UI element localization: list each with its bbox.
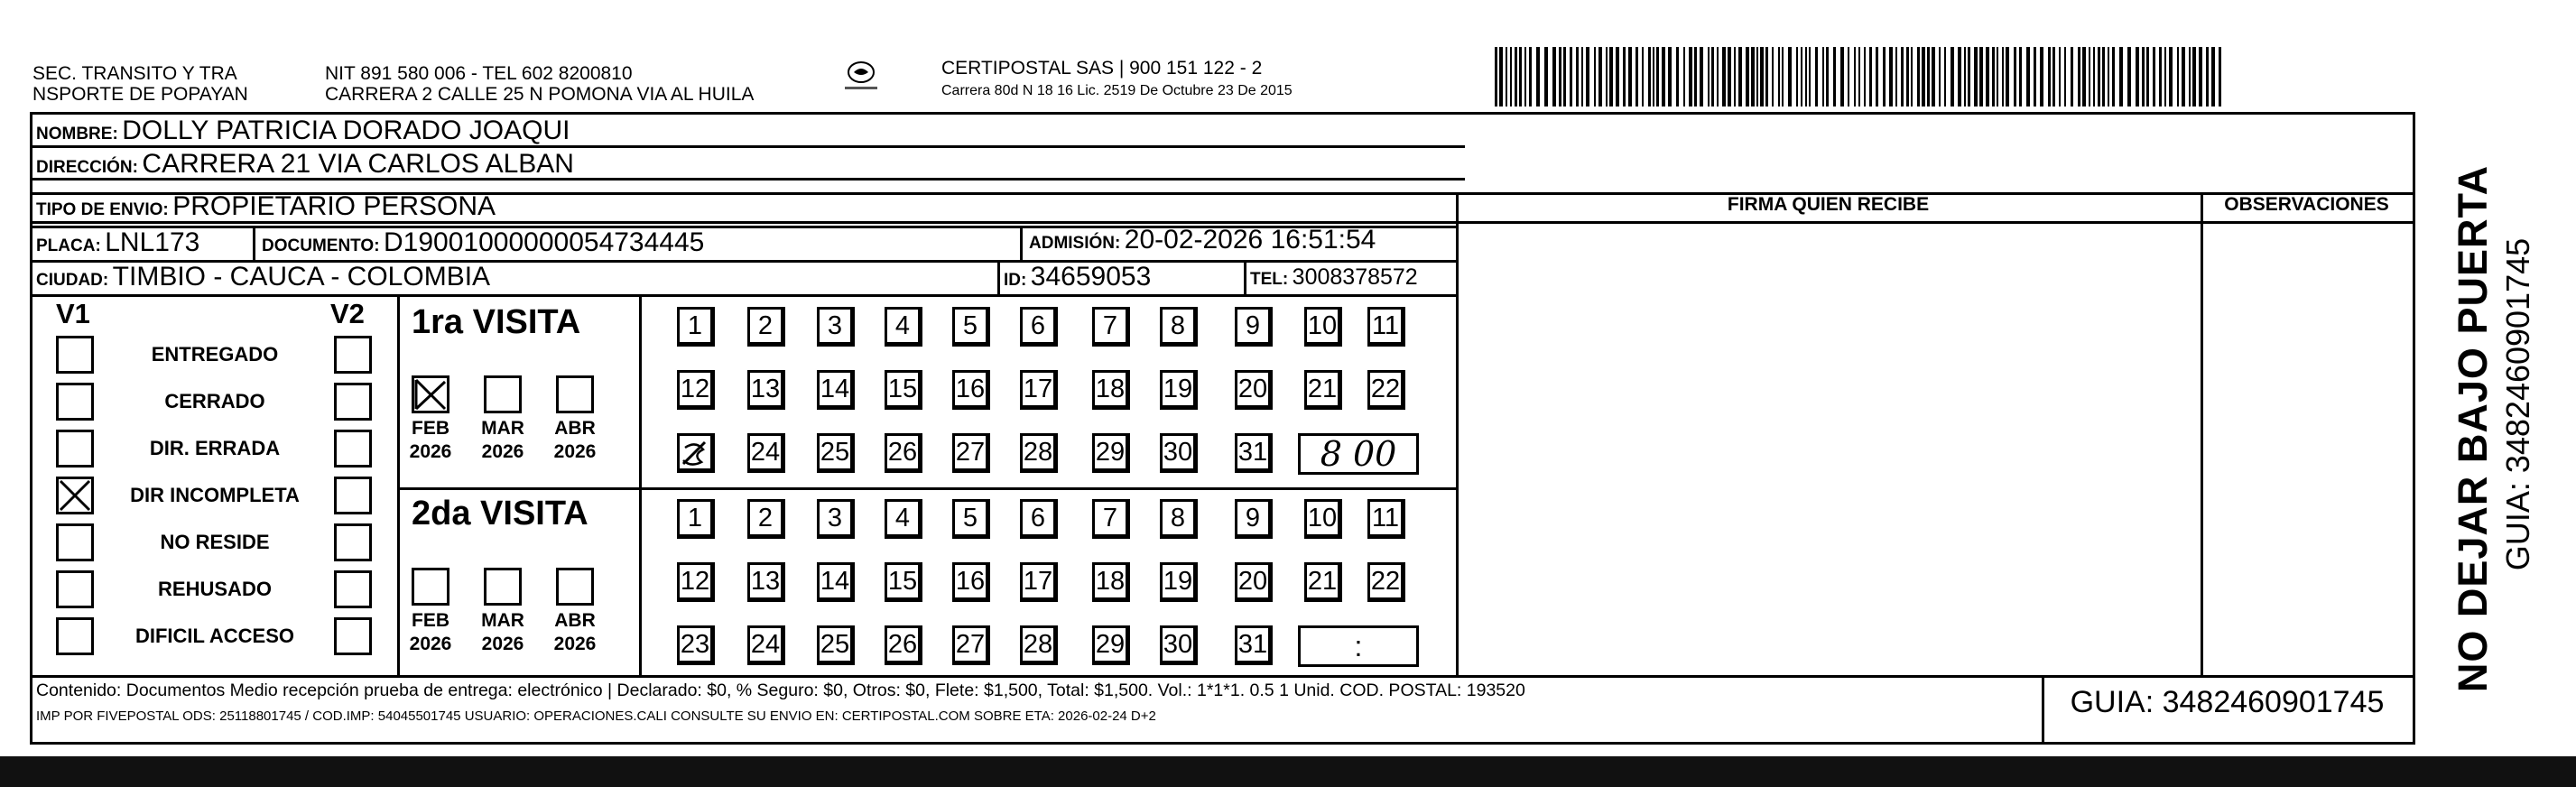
day-box[interactable]: 9 xyxy=(1235,499,1273,539)
visit2-title: 2da VISITA xyxy=(412,495,588,532)
barcode-bar xyxy=(2108,47,2109,106)
row-line xyxy=(30,294,1456,297)
day-box[interactable]: 7 xyxy=(1092,499,1130,539)
month-year: 2026 xyxy=(481,634,524,654)
barcode-bar xyxy=(1586,47,1589,106)
barcode-bar xyxy=(1826,47,1829,106)
barcode-bar xyxy=(1864,47,1866,106)
barcode-bar xyxy=(1628,47,1632,106)
barcode-bar xyxy=(1958,47,1961,106)
barcode-bar xyxy=(1552,47,1556,106)
col-line xyxy=(1020,226,1023,260)
barcode-bar xyxy=(1653,47,1654,106)
placa-label: PLACA: xyxy=(36,236,101,255)
col-line xyxy=(2201,192,2203,675)
status-v1-checkbox[interactable] xyxy=(56,430,94,468)
documento-value: D19001000000054734445 xyxy=(384,227,705,257)
side-warning: NO DEJAR BAJO PUERTA xyxy=(2450,164,2496,693)
month-checkbox[interactable] xyxy=(556,375,594,413)
nombre-row xyxy=(36,116,570,146)
barcode-bar xyxy=(1689,47,1692,106)
barcode-bar xyxy=(1594,47,1596,106)
barcode-bar xyxy=(1544,47,1548,106)
barcode-bar xyxy=(2102,47,2105,106)
v1-label: V1 xyxy=(56,298,90,329)
barcode-bar xyxy=(1782,47,1784,106)
barcode-bar xyxy=(1822,47,1824,106)
day-box[interactable]: 12 xyxy=(677,370,715,410)
barcode-bar xyxy=(1536,47,1540,106)
status-v1-checkbox[interactable] xyxy=(56,336,94,374)
barcode-bar xyxy=(2119,47,2123,106)
day-box[interactable]: 21 xyxy=(1304,370,1342,410)
month-label xyxy=(476,417,530,464)
documento-label: DOCUMENTO: xyxy=(262,236,380,255)
visit-separator xyxy=(397,487,1459,490)
day-box[interactable]: 16 xyxy=(952,370,990,410)
barcode-bar xyxy=(1858,47,1860,106)
barcode-bar xyxy=(1711,47,1714,106)
day-box[interactable]: 4 xyxy=(885,499,922,539)
barcode-bar xyxy=(2211,47,2215,106)
barcode-bar xyxy=(1927,47,1930,106)
day-box[interactable]: 9 xyxy=(1235,307,1273,347)
month-name: MAR xyxy=(481,418,524,439)
direccion-label: DIRECCIÓN: xyxy=(36,158,138,177)
barcode-bar xyxy=(1951,47,1954,106)
observaciones-label: OBSERVACIONES xyxy=(2224,194,2389,215)
frame-right xyxy=(2413,112,2415,745)
barcode-bar xyxy=(1722,47,1726,106)
barcode-bar xyxy=(2048,47,2051,106)
barcode-bar xyxy=(1683,47,1685,106)
barcode-bar xyxy=(1515,47,1517,106)
barcode-bar xyxy=(1746,47,1749,106)
tipo-envio-label: TIPO DE ENVIO: xyxy=(36,200,169,219)
day-box[interactable]: 30 xyxy=(1160,433,1198,473)
day-box[interactable]: 6 xyxy=(1020,307,1058,347)
status-v2-checkbox[interactable] xyxy=(334,383,372,421)
visit-time-box[interactable]: 8 00 xyxy=(1298,433,1419,475)
barcode-bar xyxy=(1974,47,1978,106)
barcode-bar xyxy=(2071,47,2073,106)
col-line xyxy=(253,226,255,260)
barcode-bar xyxy=(1932,47,1935,106)
footer-contenido: Contenido: Documentos Medio recepción prueba de entrega: electrónico | Declarado: $0, % Seguro: $0, Otros: $0, Flete: $1,500, Total: $1,500. Vol.: 1*1*1. 0.5 1 Unid. COD. POSTAL: 193520 xyxy=(36,681,1525,700)
barcode-bar xyxy=(1889,47,1893,106)
day-box[interactable]: 15 xyxy=(885,370,922,410)
month-year: 2026 xyxy=(553,634,597,654)
day-box[interactable]: 21 xyxy=(1304,562,1342,602)
day-box[interactable]: 31 xyxy=(1235,625,1273,665)
barcode-bar xyxy=(1992,47,1995,106)
barcode-bar xyxy=(1662,47,1665,106)
month-year: 2026 xyxy=(481,441,524,462)
status-v2-checkbox[interactable] xyxy=(334,430,372,468)
barcode-bar xyxy=(2093,47,2095,106)
barcode-bar xyxy=(2219,47,2221,106)
month-label xyxy=(403,609,458,656)
barcode-bar xyxy=(1623,47,1626,106)
barcode-bar xyxy=(1854,47,1856,106)
barcode-bar xyxy=(2019,47,2022,106)
barcode-bar xyxy=(1499,47,1503,106)
day-box[interactable]: 10 xyxy=(1304,307,1342,347)
status-label: DIR. ERRADA xyxy=(149,437,281,459)
barcode-bar xyxy=(2192,47,2196,106)
day-box[interactable]: 7 xyxy=(1092,307,1130,347)
month-label xyxy=(548,609,602,656)
barcode-bar xyxy=(2052,47,2055,106)
barcode-bar xyxy=(1778,47,1780,106)
barcode-bar xyxy=(1986,47,1989,106)
barcode-bar xyxy=(1922,47,1925,106)
tel-value: 3008378572 xyxy=(1292,264,1418,290)
barcode-bar xyxy=(1968,47,1970,106)
barcode-bar xyxy=(1911,47,1913,106)
barcode-bar xyxy=(2159,47,2162,106)
barcode-bar xyxy=(1895,47,1897,106)
day-box[interactable]: 8 xyxy=(1160,499,1198,539)
day-box[interactable]: 26 xyxy=(885,433,922,473)
day-box[interactable]: 23 xyxy=(677,625,715,665)
barcode-bar xyxy=(1728,47,1731,106)
status-label: NO RESIDE xyxy=(160,531,270,553)
tipo-envio-row xyxy=(36,191,496,222)
barcode-bar xyxy=(1809,47,1811,106)
day-box[interactable]: 29 xyxy=(1092,433,1130,473)
day-box[interactable]: 14 xyxy=(817,562,855,602)
day-box[interactable]: 20 xyxy=(1235,562,1273,602)
day-box[interactable]: 28 xyxy=(1020,433,1058,473)
nombre-label: NOMBRE: xyxy=(36,125,118,144)
barcode-bar xyxy=(1524,47,1526,106)
status-divider xyxy=(397,294,400,675)
admision-label: ADMISIÓN: xyxy=(1029,234,1121,253)
direccion-row xyxy=(36,149,574,180)
id-value: 34659053 xyxy=(1030,262,1152,292)
firma-label: FIRMA QUIEN RECIBE xyxy=(1727,194,1930,215)
nombre-value: DOLLY PATRICIA DORADO JOAQUI xyxy=(122,116,570,145)
barcode-bar xyxy=(1676,47,1679,106)
footer-imp: IMP POR FIVEPOSTAL ODS: 25118801745 / COD.IMP: 54045501745 USUARIO: OPERACIONES.CALI CONSULTE SU ENVIO EN: CERTIPOSTAL.COM SOBRE ETA: 2026-02-24 D+2 xyxy=(36,708,1156,724)
frame-top xyxy=(30,112,2415,115)
day-box[interactable]: 3 xyxy=(817,499,855,539)
day-box[interactable]: 18 xyxy=(1092,562,1130,602)
month-checkbox[interactable] xyxy=(412,375,449,413)
day-box[interactable]: 1 xyxy=(677,499,715,539)
barcode-bar xyxy=(2006,47,2009,106)
day-box[interactable]: 17 xyxy=(1020,370,1058,410)
barcode-bar xyxy=(1529,47,1532,106)
day-box[interactable]: 13 xyxy=(747,562,785,602)
month-year: 2026 xyxy=(409,441,452,462)
day-box[interactable]: 8 xyxy=(1160,307,1198,347)
barcode-bar xyxy=(1796,47,1798,106)
day-box[interactable]: 6 xyxy=(1020,499,1058,539)
tipo-envio-value: PROPIETARIO PERSONA xyxy=(172,191,496,221)
status-label: DIFICIL ACCESO xyxy=(134,625,294,647)
barcode-bar xyxy=(1869,47,1872,106)
day-box[interactable]: 11 xyxy=(1367,307,1405,347)
status-v1-checkbox[interactable] xyxy=(56,477,94,514)
month-label xyxy=(403,417,458,464)
company-info xyxy=(941,58,1293,99)
barcode-bar xyxy=(1563,47,1566,106)
barcode-bar xyxy=(2040,47,2043,106)
barcode-bar xyxy=(1848,47,1849,106)
day-box[interactable]: 11 xyxy=(1367,499,1405,539)
barcode-bar xyxy=(1495,47,1497,106)
day-box[interactable]: 15 xyxy=(885,562,922,602)
admision-value: 20-02-2026 16:51:54 xyxy=(1124,225,1376,255)
company-logo-icon xyxy=(838,58,885,94)
barcode-bar xyxy=(1772,47,1774,106)
month-name: ABR xyxy=(554,418,596,439)
day-box[interactable]: 27 xyxy=(952,433,990,473)
barcode-bar xyxy=(2078,47,2080,106)
day-box[interactable]: 5 xyxy=(952,499,990,539)
barcode-bar xyxy=(2127,47,2131,106)
ciudad-row xyxy=(36,262,490,292)
day-box[interactable]: 31 xyxy=(1235,433,1273,473)
direccion-value: CARRERA 21 VIA CARLOS ALBAN xyxy=(142,149,574,179)
day-box[interactable]: 27 xyxy=(952,625,990,665)
day-box[interactable]: 25 xyxy=(817,433,855,473)
barcode-bar xyxy=(1801,47,1802,106)
tel-label: TEL: xyxy=(1250,270,1289,289)
day-box[interactable]: 14 xyxy=(817,370,855,410)
barcode-bar xyxy=(1642,47,1644,106)
barcode-bar xyxy=(2177,47,2179,106)
status-v2-checkbox[interactable] xyxy=(334,336,372,374)
day-box[interactable]: 5 xyxy=(952,307,990,347)
month-name: FEB xyxy=(412,610,449,631)
barcode-bar xyxy=(2164,47,2166,106)
sender-nit: NIT 891 580 006 - TEL 602 8200810 xyxy=(325,63,633,84)
sender-address: CARRERA 2 CALLE 25 N POMONA VIA AL HUILA xyxy=(325,84,755,105)
day-box[interactable]: 4 xyxy=(885,307,922,347)
barcode-bar xyxy=(1559,47,1561,106)
barcode-bar xyxy=(1609,47,1613,106)
ciudad-value: TIMBIO - CAUCA - COLOMBIA xyxy=(112,262,491,292)
month-name: FEB xyxy=(412,418,449,439)
day-box[interactable]: 13 xyxy=(747,370,785,410)
status-v1-checkbox[interactable] xyxy=(56,617,94,655)
scan-edge-band xyxy=(0,756,2576,787)
barcode-bar xyxy=(1694,47,1697,106)
barcode-bar xyxy=(1581,47,1583,106)
barcode-bar xyxy=(1519,47,1522,106)
month-label xyxy=(476,609,530,656)
day-box[interactable]: 26 xyxy=(885,625,922,665)
status-v1-checkbox[interactable] xyxy=(56,383,94,421)
barcode-bar xyxy=(1901,47,1904,106)
month-checkbox[interactable] xyxy=(412,568,449,606)
month-checkbox[interactable] xyxy=(484,375,522,413)
barcode xyxy=(1495,47,2228,106)
barcode-bar xyxy=(1760,47,1764,106)
tel-row xyxy=(1250,264,1418,291)
frame-bottom xyxy=(30,742,2415,745)
day-box[interactable]: 25 xyxy=(817,625,855,665)
barcode-bar xyxy=(2026,47,2030,106)
ciudad-label: CIUDAD: xyxy=(36,271,109,290)
v2-label: V2 xyxy=(330,298,365,329)
barcode-bar xyxy=(1606,47,1608,106)
day-box[interactable]: 24 xyxy=(747,625,785,665)
barcode-bar xyxy=(2206,47,2209,106)
company-license: Carrera 80d N 18 16 Lic. 2519 De Octubre 23 De 2015 xyxy=(941,83,1293,98)
barcode-bar xyxy=(1883,47,1886,106)
id-label: ID: xyxy=(1004,271,1027,290)
status-label: DIR INCOMPLETA xyxy=(130,484,300,506)
col-line xyxy=(997,260,1000,294)
month-checkbox[interactable] xyxy=(484,568,522,606)
barcode-bar xyxy=(1788,47,1792,106)
barcode-bar xyxy=(1616,47,1619,106)
day-box[interactable]: 18 xyxy=(1092,370,1130,410)
barcode-bar xyxy=(1906,47,1909,106)
barcode-bar xyxy=(1648,47,1651,106)
barcode-bar xyxy=(2082,47,2086,106)
barcode-bar xyxy=(1751,47,1755,106)
barcode-bar xyxy=(2059,47,2061,106)
documento-row xyxy=(262,227,704,258)
barcode-bar xyxy=(2034,47,2036,106)
barcode-bar xyxy=(1700,47,1703,106)
day-box[interactable]: 19 xyxy=(1160,562,1198,602)
day-box[interactable] xyxy=(677,433,715,473)
status-v2-checkbox[interactable] xyxy=(334,523,372,561)
day-box[interactable]: 20 xyxy=(1235,370,1273,410)
guia-box: GUIA: 3482460901745 xyxy=(2070,685,2385,719)
barcode-bar xyxy=(1668,47,1672,106)
day-box[interactable]: 16 xyxy=(952,562,990,602)
day-box[interactable]: 22 xyxy=(1367,562,1405,602)
day-box[interactable]: 2 xyxy=(747,307,785,347)
barcode-bar xyxy=(1815,47,1818,106)
frame-left xyxy=(30,112,32,745)
barcode-bar xyxy=(1805,47,1807,106)
barcode-bar xyxy=(2136,47,2139,106)
visit-time-box[interactable]: : xyxy=(1298,625,1419,667)
day-box[interactable]: 29 xyxy=(1092,625,1130,665)
status-v1-checkbox[interactable] xyxy=(56,523,94,561)
barcode-bar xyxy=(1734,47,1736,106)
sender-line-2: NSPORTE DE POPAYAN xyxy=(32,84,248,105)
day-box[interactable]: 12 xyxy=(677,562,715,602)
month-label xyxy=(548,417,602,464)
status-v2-checkbox[interactable] xyxy=(334,570,372,608)
barcode-bar xyxy=(2153,47,2155,106)
month-year: 2026 xyxy=(553,441,597,462)
day-box[interactable]: 22 xyxy=(1367,370,1405,410)
barcode-bar xyxy=(2199,47,2202,106)
day-box[interactable]: 24 xyxy=(747,433,785,473)
barcode-bar xyxy=(2064,47,2066,106)
barcode-bar xyxy=(1944,47,1946,106)
barcode-bar xyxy=(2112,47,2115,106)
status-v1-checkbox[interactable] xyxy=(56,570,94,608)
barcode-bar xyxy=(1717,47,1719,106)
barcode-bar xyxy=(1570,47,1572,106)
day-box[interactable]: 3 xyxy=(817,307,855,347)
barcode-bar xyxy=(2146,47,2149,106)
barcode-bar xyxy=(1765,47,1768,106)
barcode-bar xyxy=(2098,47,2100,106)
visit-divider xyxy=(639,294,642,675)
barcode-bar xyxy=(2189,47,2191,106)
barcode-bar xyxy=(2002,47,2004,106)
barcode-bar xyxy=(1576,47,1579,106)
day-box[interactable]: 1 xyxy=(677,307,715,347)
sender-details xyxy=(325,63,754,105)
barcode-bar xyxy=(2089,47,2090,106)
placa-row xyxy=(36,227,199,258)
status-label: CERRADO xyxy=(164,390,265,412)
day-box[interactable]: 10 xyxy=(1304,499,1342,539)
barcode-bar xyxy=(1876,47,1878,106)
barcode-bar xyxy=(1997,47,1998,106)
day-box[interactable]: 17 xyxy=(1020,562,1058,602)
month-name: MAR xyxy=(481,610,524,631)
day-box[interactable]: 19 xyxy=(1160,370,1198,410)
barcode-bar xyxy=(2142,47,2145,106)
side-guia: GUIA: 3482460901745 xyxy=(2499,237,2536,571)
barcode-bar xyxy=(1979,47,1983,106)
barcode-bar xyxy=(1833,47,1836,106)
barcode-bar xyxy=(1635,47,1638,106)
day-box[interactable]: 2 xyxy=(747,499,785,539)
barcode-bar xyxy=(1840,47,1844,106)
day-box[interactable]: 28 xyxy=(1020,625,1058,665)
sender-name xyxy=(32,63,248,105)
barcode-bar xyxy=(2169,47,2173,106)
month-name: ABR xyxy=(554,610,596,631)
day-box[interactable]: 30 xyxy=(1160,625,1198,665)
col-line xyxy=(1456,192,1459,675)
barcode-bar xyxy=(1708,47,1710,106)
status-v2-checkbox[interactable] xyxy=(334,477,372,514)
visit1-title: 1ra VISITA xyxy=(412,303,581,341)
barcode-bar xyxy=(1598,47,1602,106)
footer-line xyxy=(30,675,2415,678)
placa-value: LNL173 xyxy=(105,227,200,257)
month-checkbox[interactable] xyxy=(556,568,594,606)
barcode-bar xyxy=(1939,47,1941,106)
sender-line-1: SEC. TRANSITO Y TRA xyxy=(32,63,237,84)
status-v2-checkbox[interactable] xyxy=(334,617,372,655)
barcode-bar xyxy=(1510,47,1512,106)
barcode-bar xyxy=(1964,47,1966,106)
status-label: ENTREGADO xyxy=(151,343,279,366)
barcode-bar xyxy=(1656,47,1659,106)
barcode-bar xyxy=(1756,47,1758,106)
col-line xyxy=(1244,260,1246,294)
barcode-bar xyxy=(1738,47,1742,106)
barcode-bar xyxy=(2182,47,2185,106)
status-label: REHUSADO xyxy=(158,578,272,600)
barcode-bar xyxy=(1506,47,1507,106)
month-year: 2026 xyxy=(409,634,452,654)
barcode-bar xyxy=(2014,47,2016,106)
company-name: CERTIPOSTAL SAS | 900 151 122 - 2 xyxy=(941,58,1263,79)
admision-row xyxy=(1029,225,1376,255)
id-row xyxy=(1004,262,1151,292)
barcode-bar xyxy=(1917,47,1920,106)
